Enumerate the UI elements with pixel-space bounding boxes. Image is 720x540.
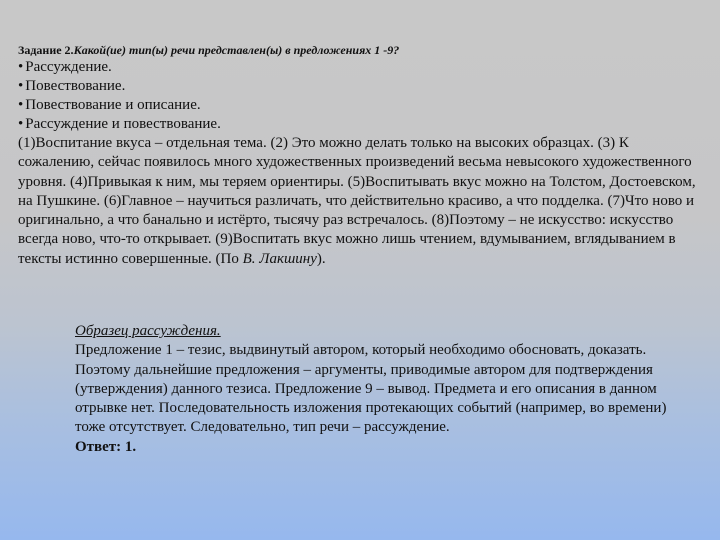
sample-body: Предложение 1 – тезис, выдвинутый автором, который необходимо обосновать, доказать. Поэтому дальнейшие предложения – аргументы, приводимые автором для подтверждения (утверждения) данного тезиса. Предложение 9 – вывод. Предмета и его описания в данном отрывке нет. Последовательность изложения протекающих событий (например, во времени) тоже отсутствует. Следовательно, тип речи – рассуждение. xyxy=(75,342,667,436)
sample-answer-line: Ответ: 1. xyxy=(75,438,137,455)
option-4: • Рассуждение и повествование. xyxy=(18,115,708,134)
answer-options xyxy=(18,58,708,134)
option-1: • Рассуждение. xyxy=(18,58,708,77)
sample-title: Образец рассуждения. xyxy=(75,323,221,339)
source-text xyxy=(18,134,708,269)
option-3: • Повествование и описание. xyxy=(18,96,708,115)
option-2: • Повествование. xyxy=(18,77,708,96)
source-author: В. Лакшину xyxy=(242,250,317,267)
task-label: Задание 2. xyxy=(18,43,74,57)
sample-answer xyxy=(75,322,675,457)
task-heading xyxy=(18,42,708,58)
source-text-close: ). xyxy=(316,250,326,267)
task-question: Какой(ие) тип(ы) речи представлен(ы) в предложениях 1 -9? xyxy=(73,43,400,57)
source-text-body: (1)Воспитание вкуса – отдельная тема. (2) Это можно делать только на высоких образцах. (3) К сожалению, сейчас появилось много художественных произведений весьма невысокого художественного уровня. (4)Привыкая к ним, мы теряем ориентиры. (5)Воспитывать вкус можно на Толстом, Достоевском, на Пушкине. (6)Главное – научиться различать, что действительно красиво, а что подделка. (7)Что ново и оригинально, а что банально и истёрто, тысячу раз встречалось. (8)Поэтому – не искусство: искусство всегда ново, что-то открывает. (9)Воспитать вкус можно лишь чтением, вдумыванием, вглядыванием в тексты истинно совершенные. (По xyxy=(18,135,696,267)
